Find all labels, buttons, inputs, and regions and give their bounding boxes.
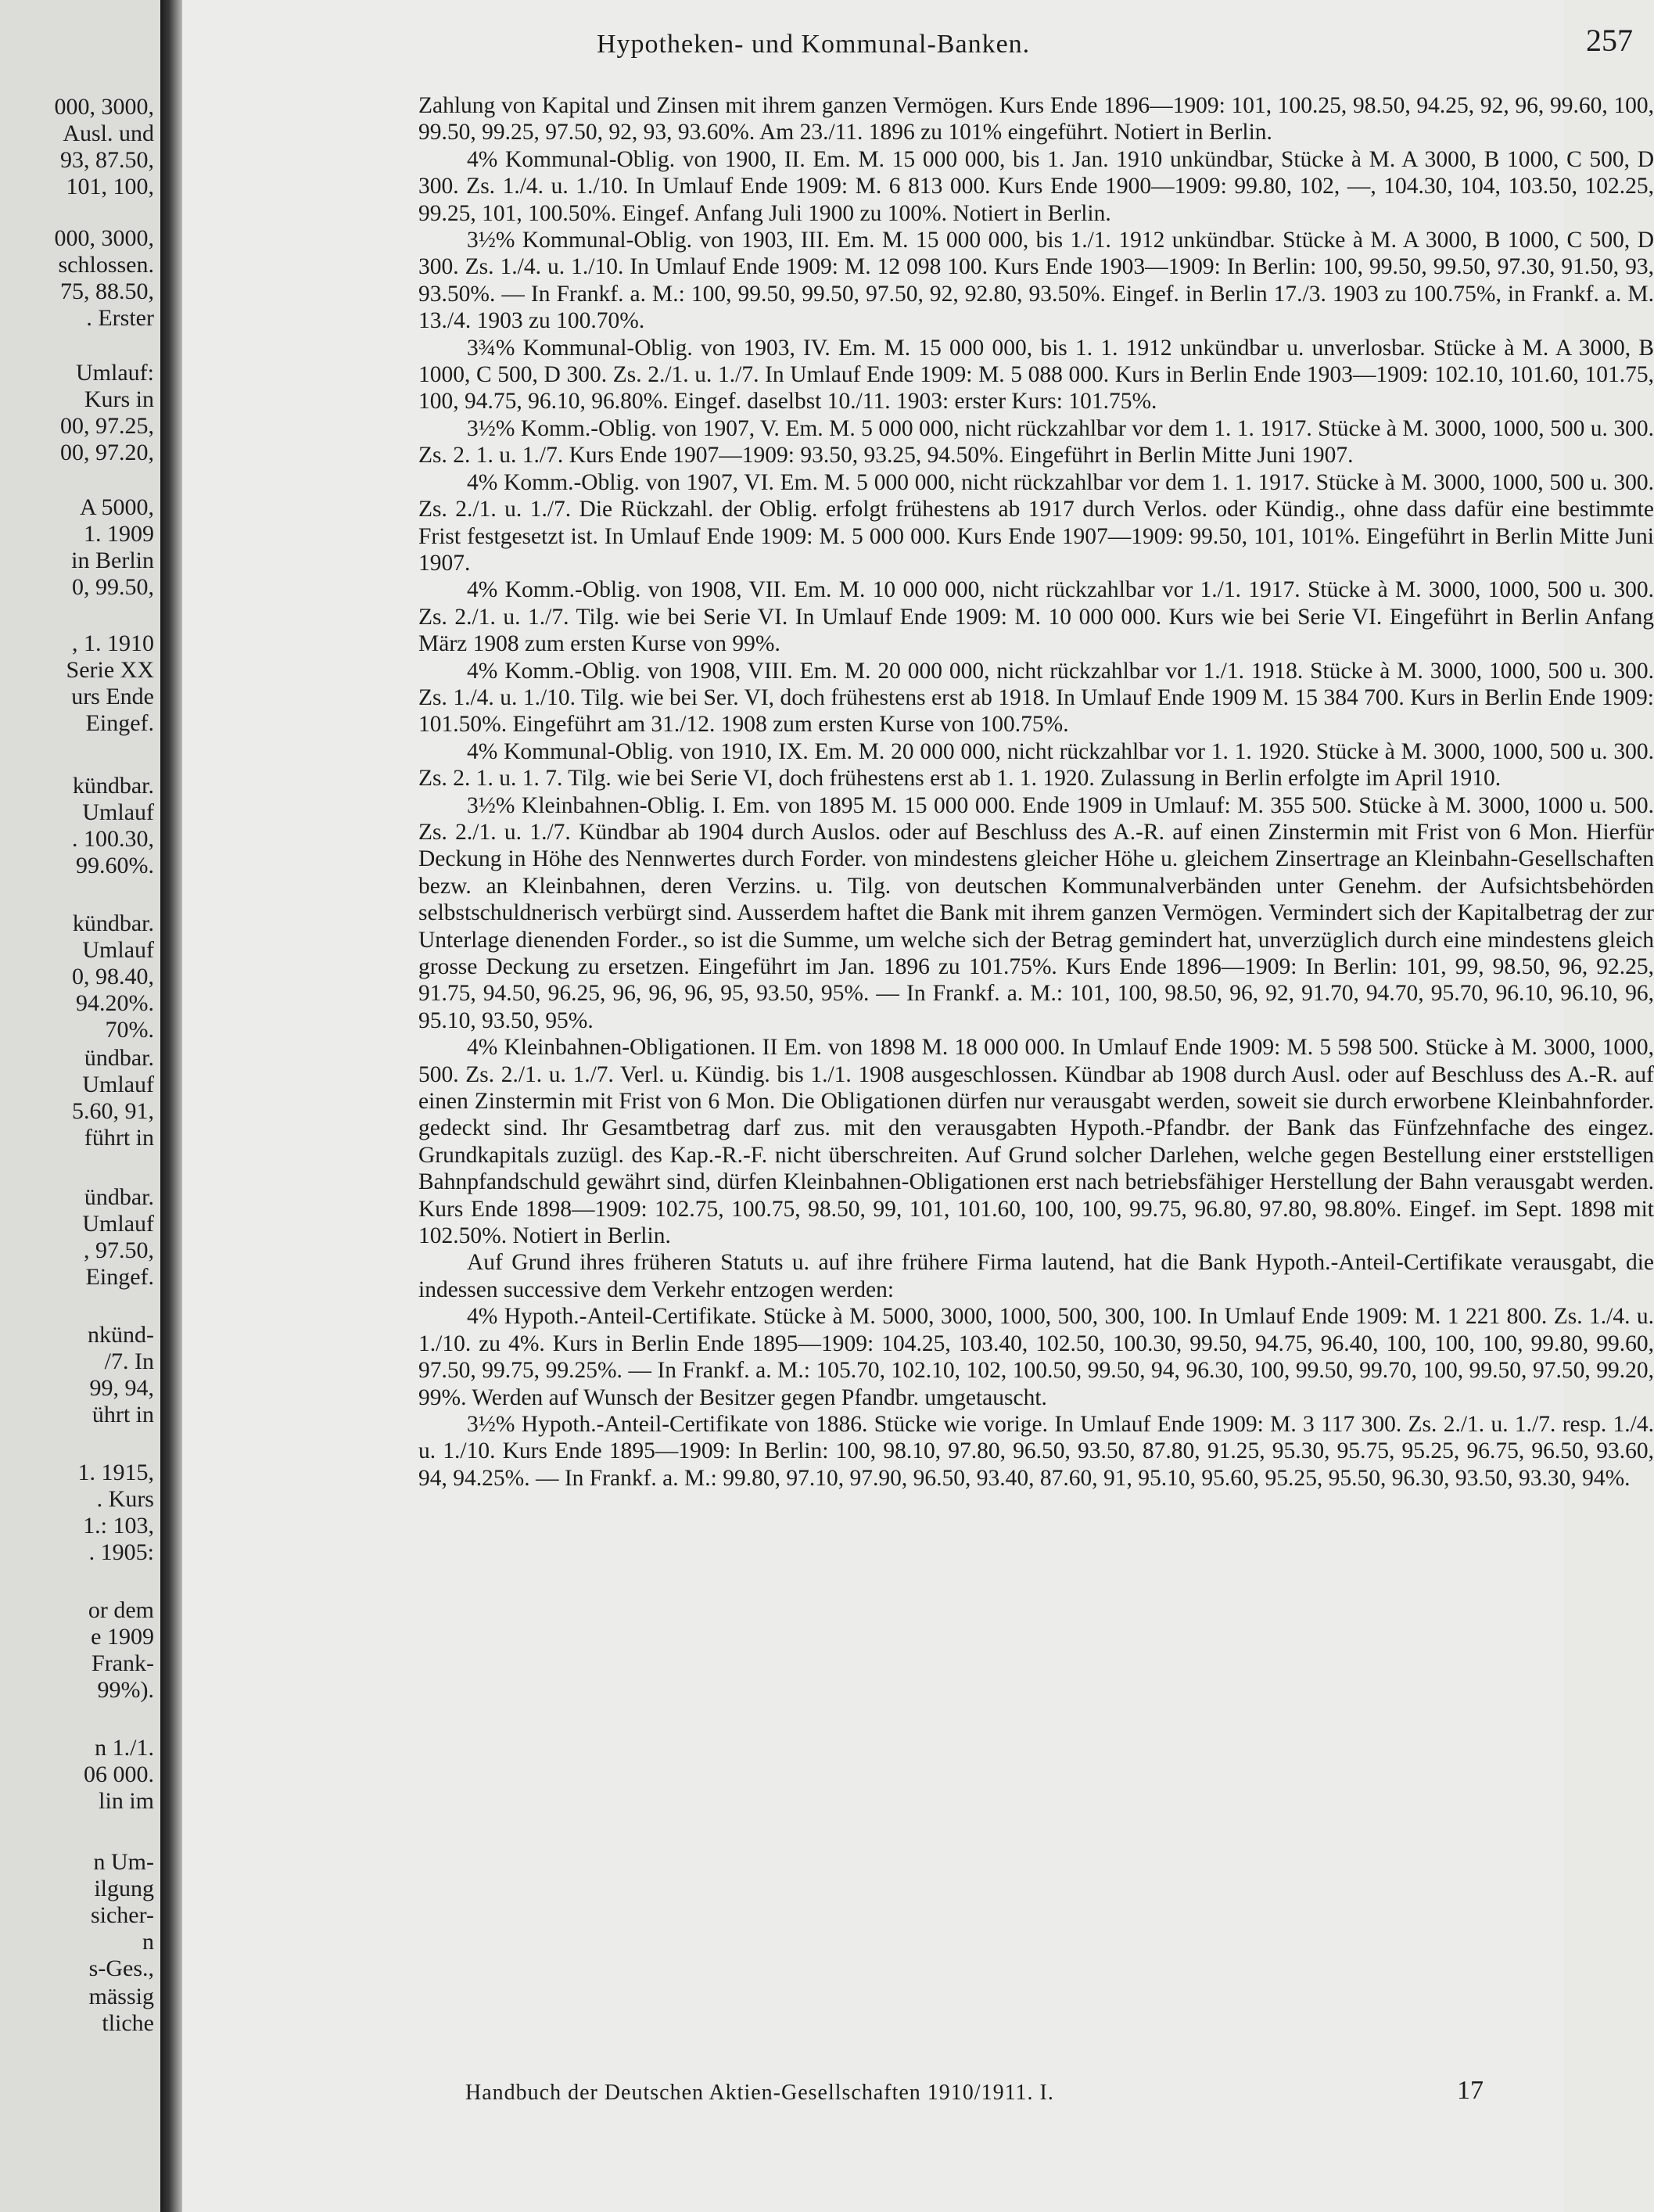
left-page-line: Umlauf: [82, 937, 154, 963]
left-page-line: n 1./1.: [95, 1735, 154, 1761]
left-page-line: 0, 98.40,: [72, 964, 154, 989]
left-page-line: 06 000.: [84, 1761, 154, 1787]
paragraph-intro: Zahlung von Kapital und Zinsen mit ihrem ganzen Vermögen. Kurs Ende 1896—1909: 101, 100.25, 98.50, 94.25, 92, 96, 99.60, 100, 99.50, 99.25, 97.50, 92, 93, 93.60%. Am 23./11. 1896 zu 101% eingeführt. Notiert in Berlin.: [418, 93, 1654, 145]
left-page-line: 94.20%.: [76, 990, 154, 1016]
left-page-line: nkünd-: [88, 1322, 154, 1348]
left-page-line: , 1. 1910: [72, 630, 154, 656]
left-page-line: 99, 94,: [89, 1375, 154, 1401]
paragraph-komm-oblig-1908-viii: 4% Komm.-Oblig. von 1908, VIII. Em. M. 20 000 000, nicht rückzahlbar vor 1./1. 1918. Stücke à M. 3000, 1000, 500 u. 300. Zs. 1./4. u. 1./10. Tilg. wie bei Ser. VI, doch frühestens erst ab 1918. In Umlauf Ende 1909 M. 15 384 700. Kurs in Berlin Ende 1909: 101.50%. Eingeführt am 31./12. 1908 zum ersten Kurse von 100.75%.: [418, 658, 1654, 738]
left-page-line: or dem: [88, 1597, 154, 1623]
left-page-line: sicher-: [90, 1902, 154, 1928]
left-page-line: n: [142, 1929, 154, 1955]
paragraph-kommunal-oblig-1910-ix: 4% Kommunal-Oblig. von 1910, IX. Em. M. 20 000 000, nicht rückzahlbar vor 1. 1. 1920. Stücke à M. 3000, 1000, 500 u. 300. Zs. 2. 1. u. 1. 7. Tilg. wie bei Serie VI, doch frühestens erst ab 1. 1. 1920. Zulassung in Berlin erfolgte im April 1910.: [418, 738, 1654, 792]
body-text: [418, 92, 1654, 1492]
left-page-line: tliche: [102, 2010, 154, 2036]
paragraph-kommunal-oblig-1903-iii: 3½% Kommunal-Oblig. von 1903, III. Em. M. 15 000 000, bis 1./1. 1912 unkündbar. Stücke à M. A 3000, B 1000, C 500, D 300. Zs. 1./4. u. 1./10. In Umlauf Ende 1909: M. 12 098 100. Kurs Ende 1903—1909: In Berlin: 100, 99.50, 99.50, 97.30, 91.50, 93, 93.50%. — In Frankf. a. M.: 100, 99.50, 99.50, 97.50, 92, 92.80, 93.50%. Eingef. in Berlin 17./3. 1903 zu 100.75%, in Frankf. a. M. 13./4. 1903 zu 100.70%.: [418, 228, 1654, 334]
left-page-line: Umlauf: [82, 1072, 154, 1097]
left-page-line: , 97.50,: [84, 1237, 154, 1263]
left-page-line: Umlauf: [82, 1211, 154, 1237]
paragraph-kommunal-oblig-1900: 4% Kommunal-Oblig. von 1900, II. Em. M. 15 000 000, bis 1. Jan. 1910 unkündbar, Stücke à M. A 3000, B 1000, C 500, D 300. Zs. 1./4. u. 1./10. In Umlauf Ende 1909: M. 6 813 000. Kurs Ende 1900—1909: 99.80, 102, —, 104.30, 104, 103.50, 102.25, 99.25, 101, 100.50%. Eingef. Anfang Juli 1900 zu 100%. Notiert in Berlin.: [418, 146, 1654, 226]
left-page-line: kündbar.: [72, 910, 154, 936]
paragraph-anteil-certifikate-4: 4% Hypoth.-Anteil-Certifikate. Stücke à M. 5000, 3000, 1000, 500, 300, 100. In Umlauf Ende 1909: M. 1 221 800. Zs. 1./4. u. 1./10. zu 4%. Kurs in Berlin Ende 1895—1909: 104.25, 103.40, 102.50, 100.30, 99.50, 94.75, 96.40, 100, 100, 100, 99.80, 99.60, 97.50, 99.75, 99.25%. — In Frankf. a. M.: 105.70, 102.10, 102, 100.50, 99.50, 94, 96.30, 100, 99.50, 99.70, 100, 99.50, 97.50, 99.20, 99%. Werden auf Wunsch der Besitzer gegen Pfandbr. umgetauscht.: [418, 1304, 1654, 1410]
left-page-line: ilgung: [94, 1876, 154, 1901]
left-page-line: 00, 97.25,: [60, 413, 154, 439]
left-page-line: lin im: [99, 1788, 154, 1814]
left-page-line: in Berlin: [71, 548, 154, 573]
left-page-line: schlossen.: [58, 252, 154, 278]
left-page-line: Eingef.: [85, 1264, 154, 1290]
footer-signature: 17: [1457, 2076, 1484, 2105]
left-page-fragment: [0, 0, 160, 2212]
left-page-line: Kurs in: [84, 386, 154, 412]
left-page-line: Umlauf:: [76, 360, 154, 386]
paragraph-kleinbahnen-oblig-ii: 4% Kleinbahnen-Obligationen. II Em. von 1898 M. 18 000 000. In Umlauf Ende 1909: M. 5 598 500. Stücke à M. 3000, 1000, 500. Zs. 2./1. u. 1./7. Verl. u. Kündig. bis 1./1. 1908 ausgeschlossen. Kündbar ab 1908 durch Ausl. oder auf Beschluss des A.-R. auf einen Zinstermin mit Frist von 6 Mon. Die Obligationen dürfen nur verausgabt werden, soweit sie durch erworbene Kleinbahnforder. gedeckt sind. Ihr Gesamtbetrag darf zus. mit den verausgabten Hypoth.-Pfandbr. der Bank das Fünfzehnfache des eingez. Grundkapitals zuzügl. des Kap.-R.-F. nicht überschreiten. Auf Grund solcher Darlehen, welche gegen Bestellung einer erststelligen Bahnpfandschuld gewährt sind, dürfen Kleinbahnen-Obligationen erst nach betriebsfähiger Herstellung der Bahn verausgabt werden. Kurs Ende 1898—1909: 102.75, 100.75, 98.50, 99, 101, 101.60, 100, 100, 99.75, 96.80, 97.80, 98.80%. Eingef. im Sept. 1898 mit 102.50%. Notiert in Berlin.: [418, 1035, 1654, 1249]
left-page-line: Frank-: [91, 1650, 154, 1676]
footer-title: Handbuch der Deutschen Aktien-Gesellschaften 1910/1911. I.: [465, 2081, 1054, 2105]
running-head: Hypotheken- und Kommunal-Banken.: [597, 30, 1031, 59]
paragraph-kleinbahnen-oblig-i: 3½% Kleinbahnen-Oblig. I. Em. von 1895 M. 15 000 000. Ende 1909 in Umlauf: M. 355 500. Stücke à M. 3000, 1000 u. 500. Zs. 2./1. u. 1./7. Kündbar ab 1904 durch Auslos. oder auf Beschluss des A.-R. auf einen Zinstermin mit Frist von 6 Mon. Hierfür Deckung in Höhe des Nennwertes durch Forder. von mindestens gleicher Höhe u. gleichem Zinsertrage an Kleinbahn-Gesellschaften bezw. an Kleinbahnen, deren Verzins. u. Tilg. von deutschen Kommunalverbänden unter Genehm. der Aufsichtsbehörden selbstschuldnerisch verbürgt sind. Ausserdem haftet die Bank mit ihrem ganzen Vermögen. Vermindert sich der Kapitalbetrag der zur Unterlage dienenden Forder., so ist die Summe, um welche sich der Betrag gemindert hat, unverzüglich durch eine mindestens gleich grosse Deckung zu ersetzen. Eingeführt im Jan. 1896 zu 101.75%. Kurs Ende 1896—1909: In Berlin: 101, 99, 98.50, 96, 92.25, 91.75, 94.50, 96.25, 96, 96, 96, 95, 93.50, 95%. — In Frankf. a. M.: 101, 100, 98.50, 96, 92, 91.70, 94.70, 95.70, 96.10, 96.10, 96, 95.10, 93.50, 95%.: [418, 792, 1654, 1033]
left-page-line: 75, 88.50,: [60, 278, 154, 304]
left-page-line: . Kurs: [96, 1486, 154, 1512]
left-page-line: e 1909: [91, 1624, 154, 1650]
left-page-line: 000, 3000,: [54, 94, 154, 120]
left-page-line: 00, 97.20,: [60, 440, 154, 465]
left-page-line: kündbar.: [72, 773, 154, 799]
left-page-line: Umlauf: [82, 799, 154, 825]
left-page-line: 1. 1915,: [77, 1460, 154, 1485]
left-page-line: 1.: 103,: [83, 1513, 154, 1539]
left-page-line: A 5000,: [79, 494, 154, 520]
left-page-line: n Um-: [93, 1849, 154, 1875]
left-page-line: 101, 100,: [66, 174, 154, 199]
left-page-line: 99%).: [97, 1677, 154, 1703]
left-page-line: 70%.: [105, 1017, 154, 1043]
left-page-line: 93, 87.50,: [60, 147, 154, 173]
left-page-line: 5.60, 91,: [72, 1098, 154, 1124]
left-page-line: 1. 1909: [84, 521, 154, 547]
left-page-line: ündbar.: [84, 1184, 154, 1210]
left-page-line: s-Ges.,: [88, 1955, 154, 1981]
paragraph-komm-oblig-1908-vii: 4% Komm.-Oblig. von 1908, VII. Em. M. 10 000 000, nicht rückzahlbar vor 1./1. 1917. Stücke à M. 3000, 1000, 500 u. 300. Zs. 2./1. u. 1./7. Tilg. wie bei Serie VI. In Umlauf Ende 1909: M. 10 000 000. Kurs wie bei Serie VI. Eingeführt in Berlin Anfang März 1908 zum ersten Kurse von 99%.: [418, 577, 1654, 657]
paragraph-komm-oblig-1907-v: 3½% Komm.-Oblig. von 1907, V. Em. M. 5 000 000, nicht rückzahlbar vor dem 1. 1. 1917. Stücke à M. 3000, 1000, 500 u. 300. Zs. 2. 1. u. 1./7. Kurs Ende 1907—1909: 93.50, 93.25, 94.50%. Eingeführt in Berlin Mitte Juni 1907.: [418, 415, 1654, 469]
paragraph-komm-oblig-1907-vi: 4% Komm.-Oblig. von 1907, VI. Em. M. 5 000 000, nicht rückzahlbar vor dem 1. 1. 1917. Stücke à M. 3000, 1000, 500 u. 300. Zs. 2./1. u. 1./7. Die Rückzahl. der Oblig. erfolgt frühestens ab 1917 durch Verlos. oder Kündig., ohne dass dafür eine bestimmte Frist festgesetzt ist. In Umlauf Ende 1909: M. 5 000 000. Kurs Ende 1907—1909: 99.50, 101, 101%. Eingeführt in Berlin Mitte Juni 1907.: [418, 469, 1654, 576]
left-page-line: . Erster: [86, 305, 154, 331]
left-page-line: . 1905:: [88, 1539, 154, 1565]
left-page-line: ündbar.: [84, 1045, 154, 1071]
left-page-line: /7. In: [104, 1348, 154, 1374]
left-page-line: ührt in: [91, 1402, 154, 1427]
left-page-line: Serie XX: [66, 657, 154, 683]
left-page-line: führt in: [84, 1125, 154, 1151]
page-number: 257: [1586, 23, 1633, 58]
left-page-line: urs Ende: [71, 684, 154, 709]
paragraph-anteil-certifikate-3-5: 3½% Hypoth.-Anteil-Certifikate von 1886. Stücke wie vorige. In Umlauf Ende 1909: M. 3 117 300. Zs. 2./1. u. 1./7. resp. 1./4. u. 1./10. Kurs Ende 1895—1909: In Berlin: 100, 98.10, 97.80, 96.50, 93.50, 87.80, 91.25, 95.30, 95.75, 95.25, 96.75, 96.50, 93.60, 94, 94.25%. — In Frankf. a. M.: 99.80, 97.10, 97.90, 96.50, 93.40, 87.60, 91, 95.10, 95.60, 95.25, 95.50, 96.30, 93.50, 93.30, 94%.: [418, 1411, 1654, 1491]
left-page-line: Ausl. und: [63, 120, 154, 146]
paragraph-anteil-certifikate-intro: Auf Grund ihres früheren Statuts u. auf ihre frühere Firma lautend, hat die Bank Hypoth.-Anteil-Certifikate verausgabt, die indessen successive dem Verkehr entzogen werden:: [418, 1250, 1654, 1302]
book-gutter: [160, 0, 182, 2212]
left-page-line: 99.60%.: [76, 853, 154, 878]
left-page-line: 000, 3000,: [54, 225, 154, 251]
left-page-line: Eingef.: [85, 710, 154, 736]
left-page-line: mässig: [88, 1984, 154, 2009]
left-page-line: 0, 99.50,: [72, 574, 154, 600]
paragraph-kommunal-oblig-1903-iv: 3¾% Kommunal-Oblig. von 1903, IV. Em. M. 15 000 000, bis 1. 1. 1912 unkündbar u. unverlosbar. Stücke à M. A 3000, B 1000, C 500, D 300. Zs. 2./1. u. 1./7. In Umlauf Ende 1909: M. 5 088 000. Kurs in Berlin Ende 1903—1909: 102.10, 101.60, 101.75, 100, 94.75, 96.10, 96.80%. Eingef. daselbst 10./11. 1903: erster Kurs: 101.75%.: [418, 335, 1654, 415]
page: [182, 0, 1654, 2212]
left-page-line: . 100.30,: [72, 826, 154, 852]
